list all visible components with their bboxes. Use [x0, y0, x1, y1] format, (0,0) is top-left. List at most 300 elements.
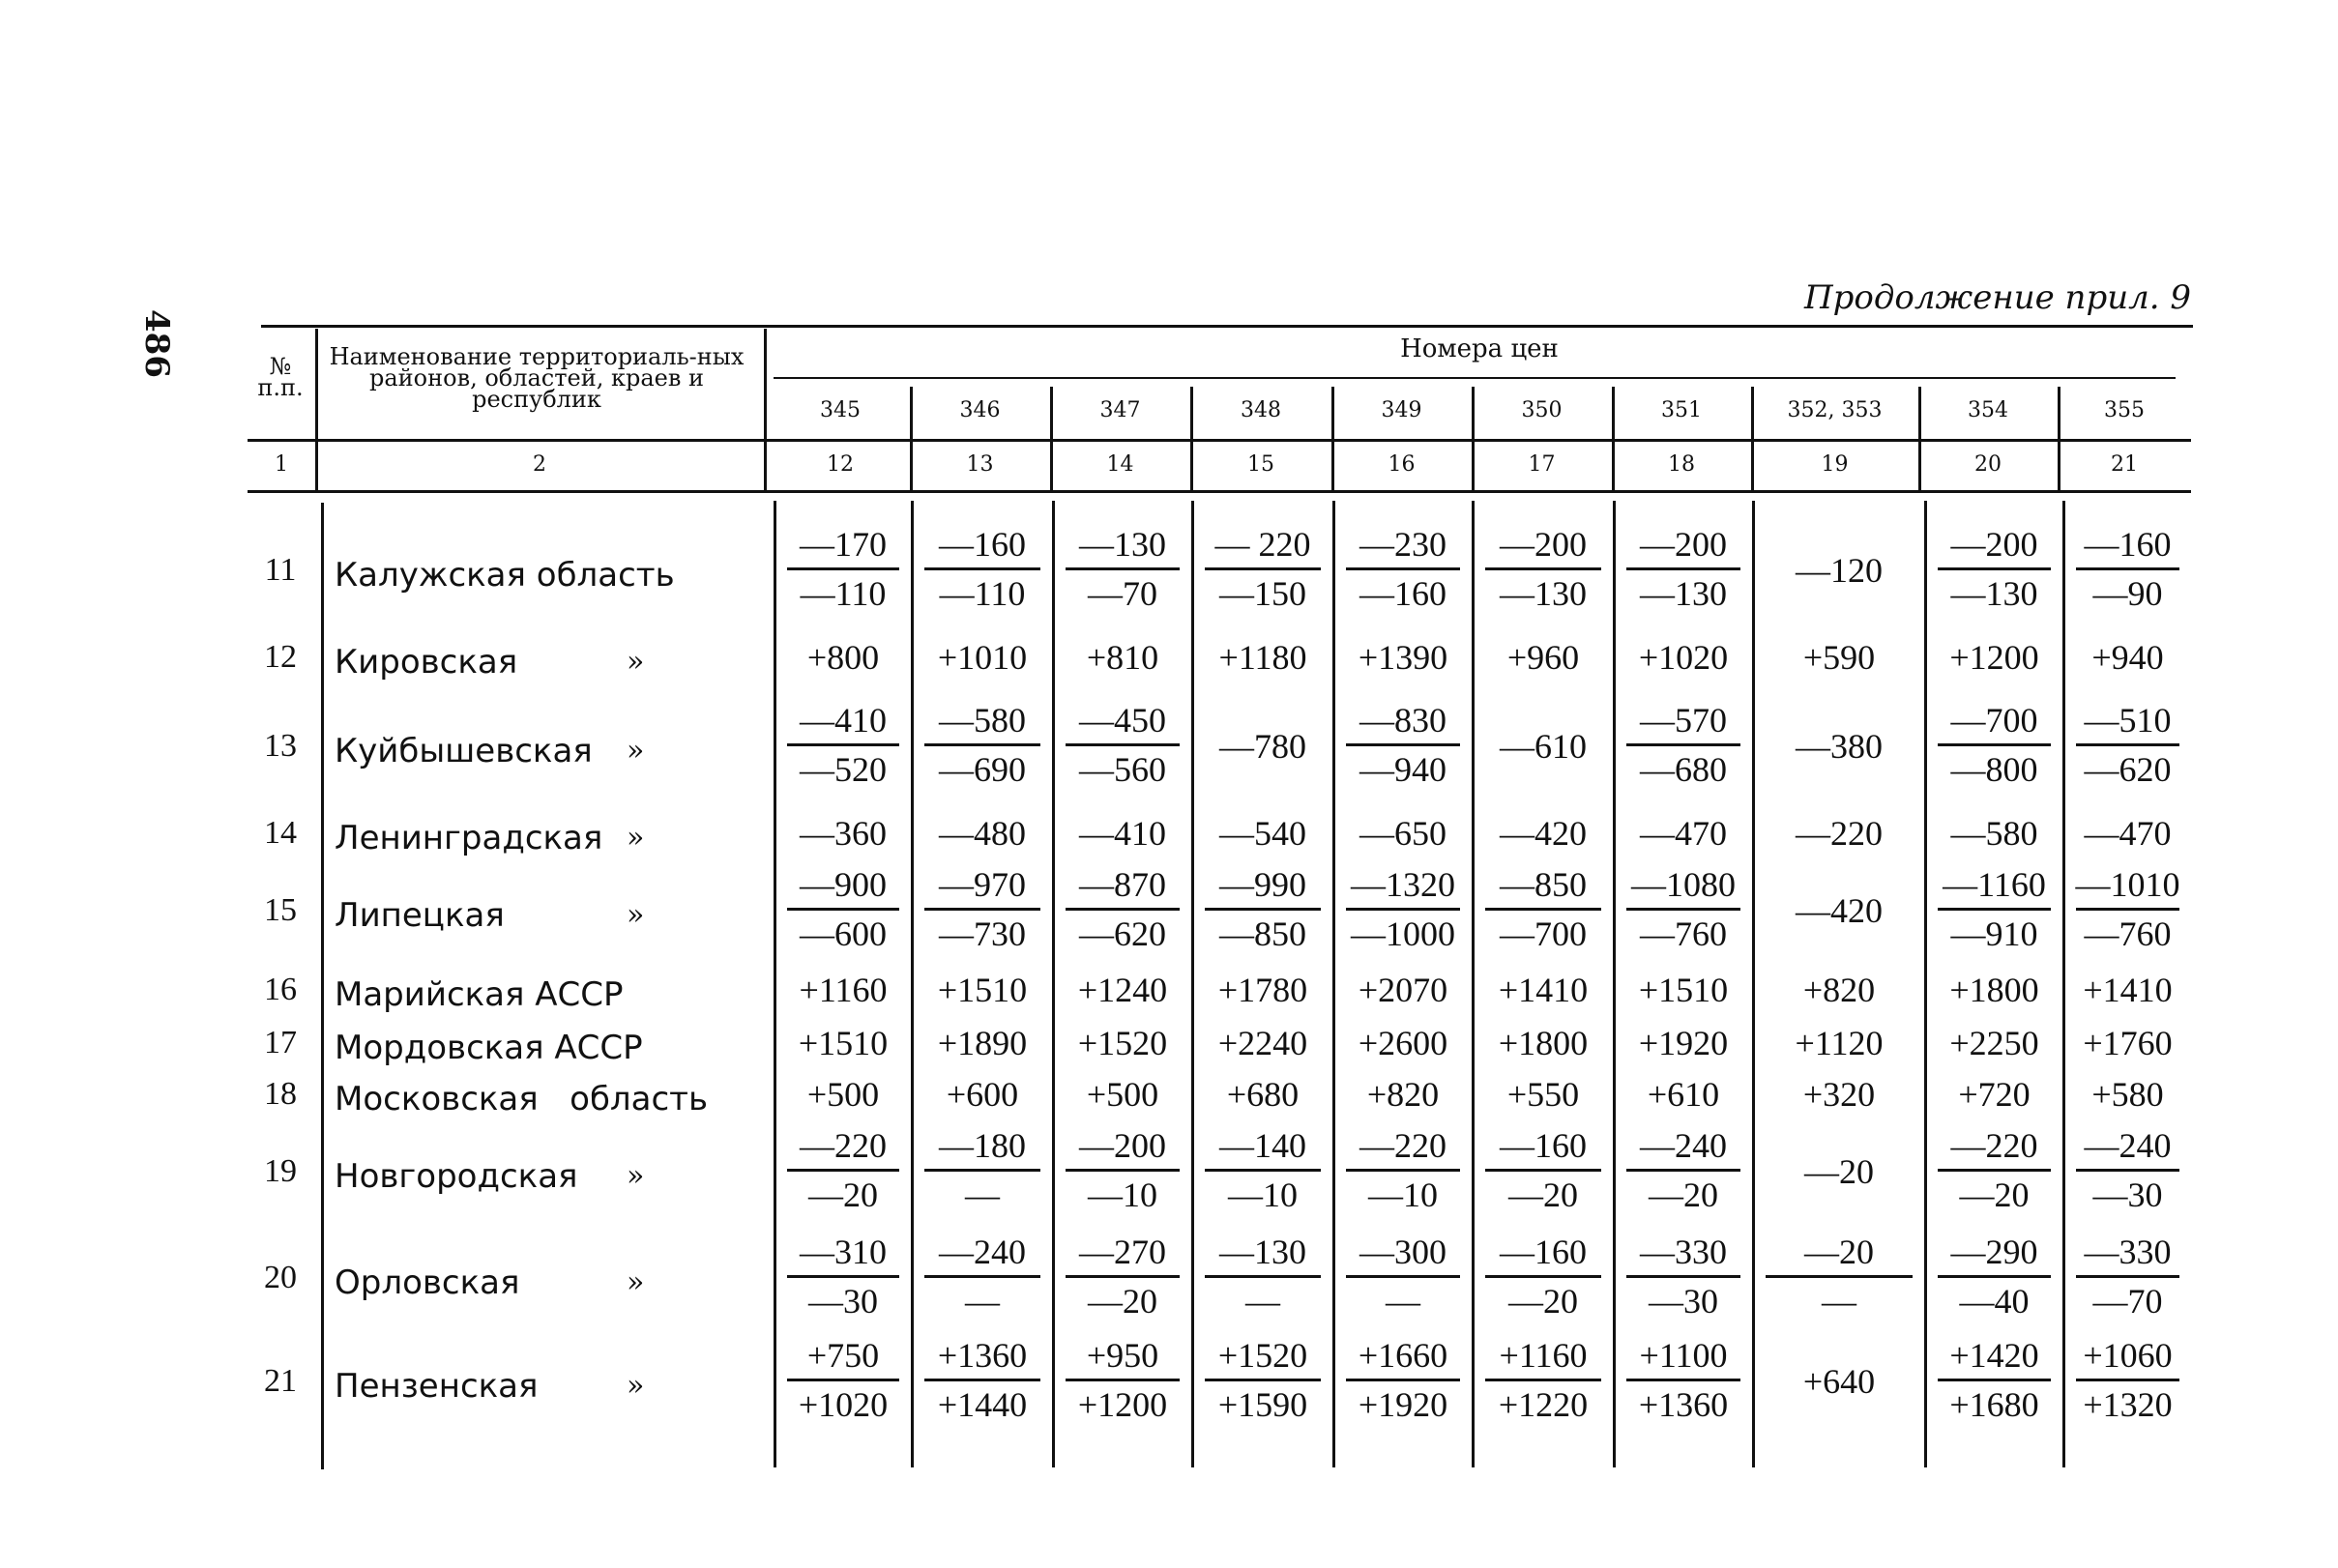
- fraction-bar: [1485, 1379, 1601, 1381]
- value-bottom: —680: [1640, 750, 1727, 789]
- fraction-bar: [1485, 1169, 1601, 1172]
- value-top: —330: [1640, 1233, 1727, 1271]
- price-number: 352, 353: [1787, 398, 1883, 422]
- index-cell: 14: [1106, 452, 1134, 477]
- body-divider-price: [1752, 501, 1755, 1467]
- value-fraction: [1058, 701, 1187, 789]
- value-top: —20: [1804, 1233, 1874, 1271]
- value-single: +320: [1802, 1075, 1876, 1114]
- value-fraction: [779, 1336, 907, 1424]
- index-rule: [248, 490, 2191, 493]
- value-top: —160: [939, 525, 1026, 564]
- value-top: —240: [939, 1233, 1026, 1271]
- fraction-bar: [1626, 567, 1740, 570]
- value-single: —470: [2084, 814, 2172, 853]
- value-bottom: —20: [1508, 1176, 1578, 1214]
- value-fraction: [1619, 1126, 1748, 1214]
- value-fraction: [1758, 1233, 1920, 1321]
- value-top: —200: [1079, 1126, 1166, 1165]
- body-divider-price: [1472, 501, 1475, 1467]
- fraction-bar: [1346, 908, 1460, 911]
- value-single: +590: [1802, 638, 1876, 677]
- value-fraction: [1338, 701, 1468, 789]
- value-top: —570: [1640, 701, 1727, 740]
- value-top: —180: [939, 1126, 1026, 1165]
- value-bottom: —730: [939, 915, 1026, 953]
- value-top: —220: [800, 1126, 887, 1165]
- fraction-bar: [1066, 567, 1180, 570]
- value-bottom: —560: [1079, 750, 1166, 789]
- index-cell: 2: [533, 452, 546, 477]
- value-fraction: [1930, 1126, 2059, 1214]
- value-single: —20: [1804, 1152, 1874, 1191]
- value-single: —580: [1950, 814, 2038, 853]
- value-top: —330: [2084, 1233, 2172, 1271]
- fraction-bar: [1938, 1169, 2051, 1172]
- prices-title-rule: [774, 377, 2176, 379]
- region-name: Калужская область: [335, 556, 675, 595]
- value-single: +1780: [1217, 971, 1308, 1009]
- value-single: +1180: [1218, 638, 1307, 677]
- value-fraction: [1477, 525, 1609, 613]
- price-number: 349: [1381, 398, 1422, 422]
- value-fraction: [1477, 1233, 1609, 1321]
- fraction-bar: [2076, 567, 2179, 570]
- body-divider-price: [1191, 501, 1194, 1467]
- value-top: —310: [800, 1233, 887, 1271]
- price-number: 347: [1099, 398, 1141, 422]
- fraction-bar: [1205, 1169, 1321, 1172]
- region-name: Московская область: [335, 1080, 709, 1118]
- value-top: —290: [1950, 1233, 2038, 1271]
- value-top: —130: [1219, 1233, 1306, 1271]
- value-fraction: [2068, 525, 2187, 613]
- value-single: +940: [2091, 638, 2164, 677]
- fraction-bar: [1346, 1379, 1460, 1381]
- fraction-bar: [1066, 1379, 1180, 1381]
- value-bottom: —30: [1649, 1282, 1718, 1321]
- index-cell: 15: [1247, 452, 1274, 477]
- value-single: —220: [1796, 814, 1883, 853]
- value-bottom: +1920: [1358, 1385, 1448, 1424]
- ditto-mark: »: [627, 1265, 645, 1299]
- fraction-bar: [787, 1379, 899, 1381]
- price-number: 355: [2104, 398, 2145, 422]
- value-bottom: —10: [1228, 1176, 1298, 1214]
- fraction-bar: [1346, 743, 1460, 746]
- fraction-bar: [1626, 908, 1740, 911]
- value-single: +960: [1506, 638, 1580, 677]
- value-bottom: —910: [1950, 915, 2038, 953]
- row-number: 18: [264, 1076, 297, 1112]
- region-name: Орловская: [335, 1263, 520, 1302]
- region-name: Липецкая: [335, 896, 505, 935]
- ditto-mark: »: [627, 898, 645, 932]
- fraction-bar: [787, 567, 899, 570]
- value-top: +1660: [1358, 1336, 1448, 1375]
- value-single: +1890: [937, 1024, 1028, 1062]
- value-top: —450: [1079, 701, 1166, 740]
- value-single: +1520: [1077, 1024, 1168, 1062]
- value-fraction: [1930, 1233, 2059, 1321]
- row-number: 20: [264, 1260, 297, 1295]
- fraction-bar: [1205, 567, 1321, 570]
- region-name: Ленинградская: [335, 819, 603, 857]
- value-top: +750: [806, 1336, 880, 1375]
- value-single: —120: [1796, 551, 1883, 590]
- region-name: Новгородская: [335, 1157, 578, 1196]
- value-top: —580: [939, 701, 1026, 740]
- fraction-bar: [1938, 1379, 2051, 1381]
- fraction-bar: [2076, 1275, 2179, 1278]
- value-bottom: —20: [1959, 1176, 2030, 1214]
- value-bottom: —20: [1508, 1282, 1578, 1321]
- fraction-bar: [1205, 1379, 1321, 1381]
- fraction-bar: [1485, 567, 1601, 570]
- fraction-bar: [2076, 1379, 2179, 1381]
- value-bottom: —40: [1959, 1282, 2030, 1321]
- fraction-bar: [2076, 908, 2179, 911]
- value-bottom: —600: [800, 915, 887, 953]
- row-number: 14: [264, 815, 297, 851]
- fraction-bar: [787, 908, 899, 911]
- value-bottom: —110: [939, 574, 1026, 613]
- page-number: 486: [137, 309, 176, 378]
- value-fraction: [1477, 1126, 1609, 1214]
- value-fraction: [779, 701, 907, 789]
- value-fraction: [779, 1233, 907, 1321]
- value-single: +1200: [1949, 638, 2039, 677]
- header-col-name: Наименование территориаль-ных районов, областей, краев и республик: [329, 343, 745, 413]
- value-bottom: —90: [2092, 574, 2163, 613]
- value-bottom: —20: [1649, 1176, 1718, 1214]
- value-top: +1100: [1639, 1336, 1728, 1375]
- table-top-rule: [261, 325, 2193, 328]
- index-cell: 12: [827, 452, 854, 477]
- value-bottom: —: [1822, 1282, 1856, 1321]
- value-bottom: +1200: [1077, 1385, 1168, 1424]
- value-top: —200: [1640, 525, 1727, 564]
- index-cell: 13: [966, 452, 994, 477]
- region-name: Куйбышевская: [335, 732, 593, 770]
- value-top: —1010: [2075, 865, 2180, 904]
- value-fraction: [2068, 1126, 2187, 1214]
- fraction-bar: [924, 1275, 1040, 1278]
- price-number: 351: [1661, 398, 1702, 422]
- value-fraction: [1619, 701, 1748, 789]
- value-top: —970: [939, 865, 1026, 904]
- value-top: —220: [1359, 1126, 1447, 1165]
- value-single: +1510: [798, 1024, 889, 1062]
- value-bottom: —690: [939, 750, 1026, 789]
- value-single: +500: [806, 1075, 880, 1114]
- region-name: Пензенская: [335, 1367, 539, 1406]
- fraction-bar: [1066, 908, 1180, 911]
- value-bottom: —760: [1640, 915, 1727, 953]
- row-number: 12: [264, 639, 297, 675]
- fraction-bar: [1485, 1275, 1601, 1278]
- value-top: —990: [1219, 865, 1306, 904]
- value-single: —380: [1796, 727, 1883, 766]
- fraction-bar: [924, 1379, 1040, 1381]
- value-fraction: [1619, 1233, 1748, 1321]
- fraction-bar: [1938, 567, 2051, 570]
- value-fraction: [1930, 525, 2059, 613]
- value-bottom: —30: [808, 1282, 878, 1321]
- value-bottom: —70: [2092, 1282, 2163, 1321]
- fraction-bar: [1938, 908, 2051, 911]
- value-bottom: —110: [800, 574, 887, 613]
- value-single: —780: [1219, 727, 1306, 766]
- fraction-bar: [1766, 1275, 1913, 1278]
- value-fraction: [1619, 865, 1748, 953]
- index-cell: 1: [275, 452, 288, 477]
- value-fraction: [917, 525, 1048, 613]
- value-fraction: [917, 1126, 1048, 1214]
- value-fraction: [1058, 525, 1187, 613]
- region-name: Мордовская АССР: [335, 1029, 643, 1067]
- value-bottom: —520: [800, 750, 887, 789]
- value-bottom: —160: [1359, 574, 1447, 613]
- value-single: +1800: [1949, 971, 2039, 1009]
- value-top: +950: [1086, 1336, 1159, 1375]
- value-top: —130: [1079, 525, 1166, 564]
- body-divider-name: [321, 503, 324, 1469]
- header-rule: [248, 439, 2191, 442]
- fraction-bar: [924, 743, 1040, 746]
- header-divider-name: [764, 329, 767, 493]
- fraction-bar: [1485, 908, 1601, 911]
- value-fraction: [2068, 865, 2187, 953]
- value-fraction: [2068, 701, 2187, 789]
- value-top: —830: [1359, 701, 1447, 740]
- value-fraction: [1338, 865, 1468, 953]
- value-single: +640: [1802, 1362, 1876, 1401]
- value-fraction: [1058, 1233, 1187, 1321]
- value-bottom: —10: [1368, 1176, 1438, 1214]
- value-single: +500: [1086, 1075, 1159, 1114]
- value-fraction: [917, 701, 1048, 789]
- value-single: +1920: [1638, 1024, 1729, 1062]
- value-single: +550: [1506, 1075, 1580, 1114]
- value-fraction: [1197, 525, 1329, 613]
- value-bottom: —70: [1088, 574, 1157, 613]
- ditto-mark: »: [627, 645, 645, 679]
- fraction-bar: [2076, 743, 2179, 746]
- value-bottom: —130: [1500, 574, 1587, 613]
- value-top: —240: [2084, 1126, 2172, 1165]
- value-bottom: —: [965, 1282, 1000, 1321]
- value-single: +1160: [799, 971, 888, 1009]
- value-single: +2070: [1358, 971, 1448, 1009]
- value-fraction: [1197, 1126, 1329, 1214]
- index-cell: 21: [2111, 452, 2138, 477]
- region-name: Кировская: [335, 643, 518, 682]
- value-fraction: [1477, 1336, 1609, 1424]
- value-fraction: [1338, 525, 1468, 613]
- fraction-bar: [1066, 1169, 1180, 1172]
- body-divider-price: [1613, 501, 1616, 1467]
- value-bottom: +1220: [1498, 1385, 1589, 1424]
- value-single: —480: [939, 814, 1026, 853]
- value-bottom: —20: [808, 1176, 878, 1214]
- value-fraction: [1058, 865, 1187, 953]
- value-single: +580: [2091, 1075, 2164, 1114]
- value-fraction: [1338, 1126, 1468, 1214]
- value-fraction: [917, 1336, 1048, 1424]
- value-single: —470: [1640, 814, 1727, 853]
- value-fraction: [1197, 1233, 1329, 1321]
- value-top: +1360: [937, 1336, 1028, 1375]
- body-divider-price: [1332, 501, 1335, 1467]
- value-bottom: +1020: [798, 1385, 889, 1424]
- value-bottom: —: [1386, 1282, 1420, 1321]
- value-single: +800: [806, 638, 880, 677]
- value-single: —410: [1079, 814, 1166, 853]
- value-fraction: [1930, 1336, 2059, 1424]
- value-single: +820: [1802, 971, 1876, 1009]
- fraction-bar: [787, 743, 899, 746]
- value-top: —700: [1950, 701, 2038, 740]
- fraction-bar: [1346, 1169, 1460, 1172]
- value-fraction: [917, 865, 1048, 953]
- value-single: +2240: [1217, 1024, 1308, 1062]
- value-top: —300: [1359, 1233, 1447, 1271]
- value-top: —200: [1950, 525, 2038, 564]
- fraction-bar: [1346, 567, 1460, 570]
- header-prices-title: Номера цен: [1400, 334, 1559, 363]
- body-divider-price: [774, 501, 776, 1467]
- fraction-bar: [924, 567, 1040, 570]
- continuation-label: Продолжение прил. 9: [1804, 278, 2191, 317]
- value-bottom: +1590: [1217, 1385, 1308, 1424]
- value-single: +810: [1086, 638, 1159, 677]
- value-single: +1510: [937, 971, 1028, 1009]
- value-bottom: —620: [1079, 915, 1166, 953]
- row-number: 15: [264, 892, 297, 928]
- price-number: 345: [820, 398, 861, 422]
- value-fraction: [1058, 1126, 1187, 1214]
- value-bottom: —700: [1500, 915, 1587, 953]
- value-bottom: —800: [1950, 750, 2038, 789]
- index-cell: 18: [1668, 452, 1695, 477]
- value-fraction: [1338, 1336, 1468, 1424]
- value-single: —420: [1500, 814, 1587, 853]
- value-fraction: [1197, 1336, 1329, 1424]
- body-divider-price: [911, 501, 914, 1467]
- price-number: 346: [959, 398, 1001, 422]
- value-top: +1420: [1949, 1336, 2039, 1375]
- value-fraction: [1477, 865, 1609, 953]
- value-bottom: —1000: [1351, 915, 1455, 953]
- value-single: —360: [800, 814, 887, 853]
- value-fraction: [1197, 865, 1329, 953]
- ditto-mark: »: [627, 1369, 645, 1403]
- index-cell: 17: [1528, 452, 1556, 477]
- value-single: +720: [1958, 1075, 2031, 1114]
- value-bottom: —: [965, 1176, 1000, 1214]
- value-top: — 220: [1214, 525, 1311, 564]
- row-number: 16: [264, 972, 297, 1007]
- value-top: —900: [800, 865, 887, 904]
- value-single: +1120: [1795, 1024, 1884, 1062]
- value-bottom: —850: [1219, 915, 1306, 953]
- fraction-bar: [924, 908, 1040, 911]
- fraction-bar: [787, 1275, 899, 1278]
- value-single: —650: [1359, 814, 1447, 853]
- value-top: +1520: [1217, 1336, 1308, 1375]
- value-top: —140: [1219, 1126, 1306, 1165]
- value-single: +1760: [2083, 1024, 2173, 1062]
- fraction-bar: [1626, 1275, 1740, 1278]
- value-top: —1160: [1943, 865, 2046, 904]
- fraction-bar: [1205, 908, 1321, 911]
- value-top: —170: [800, 525, 887, 564]
- fraction-bar: [787, 1169, 899, 1172]
- value-bottom: —30: [2092, 1176, 2163, 1214]
- value-top: —1080: [1631, 865, 1736, 904]
- value-top: —160: [1500, 1233, 1587, 1271]
- value-bottom: —130: [1950, 574, 2038, 613]
- value-single: —610: [1500, 727, 1587, 766]
- value-fraction: [779, 1126, 907, 1214]
- value-top: —240: [1640, 1126, 1727, 1165]
- fraction-bar: [2076, 1169, 2179, 1172]
- fraction-bar: [1626, 743, 1740, 746]
- ditto-mark: »: [627, 1159, 645, 1193]
- price-number: 350: [1521, 398, 1563, 422]
- value-top: —410: [800, 701, 887, 740]
- header-col-no: № п.п.: [257, 353, 304, 401]
- value-fraction: [1058, 1336, 1187, 1424]
- row-number: 19: [264, 1153, 297, 1189]
- ditto-mark: »: [627, 734, 645, 768]
- value-single: +1390: [1358, 638, 1448, 677]
- row-number: 13: [264, 728, 297, 764]
- value-top: —510: [2084, 701, 2172, 740]
- value-bottom: —760: [2084, 915, 2172, 953]
- row-number: 21: [264, 1363, 297, 1399]
- fraction-bar: [1066, 1275, 1180, 1278]
- value-single: +820: [1366, 1075, 1440, 1114]
- value-top: +1060: [2083, 1336, 2173, 1375]
- body-divider-price: [1052, 501, 1055, 1467]
- value-fraction: [779, 525, 907, 613]
- value-single: +1410: [1498, 971, 1589, 1009]
- value-top: —160: [2084, 525, 2172, 564]
- value-single: +610: [1647, 1075, 1720, 1114]
- value-fraction: [779, 865, 907, 953]
- value-single: +2600: [1358, 1024, 1448, 1062]
- value-single: +1510: [1638, 971, 1729, 1009]
- value-single: +1240: [1077, 971, 1168, 1009]
- value-single: —420: [1796, 891, 1883, 930]
- value-single: +600: [946, 1075, 1019, 1114]
- fraction-bar: [1346, 1275, 1460, 1278]
- value-top: +1160: [1499, 1336, 1588, 1375]
- value-top: —200: [1500, 525, 1587, 564]
- value-fraction: [1619, 525, 1748, 613]
- value-top: —870: [1079, 865, 1166, 904]
- price-number: 348: [1241, 398, 1281, 422]
- value-top: —850: [1500, 865, 1587, 904]
- value-single: +1410: [2083, 971, 2173, 1009]
- value-top: —160: [1500, 1126, 1587, 1165]
- value-bottom: —130: [1640, 574, 1727, 613]
- value-fraction: [1338, 1233, 1468, 1321]
- value-bottom: —940: [1359, 750, 1447, 789]
- region-name: Марийская АССР: [335, 975, 624, 1014]
